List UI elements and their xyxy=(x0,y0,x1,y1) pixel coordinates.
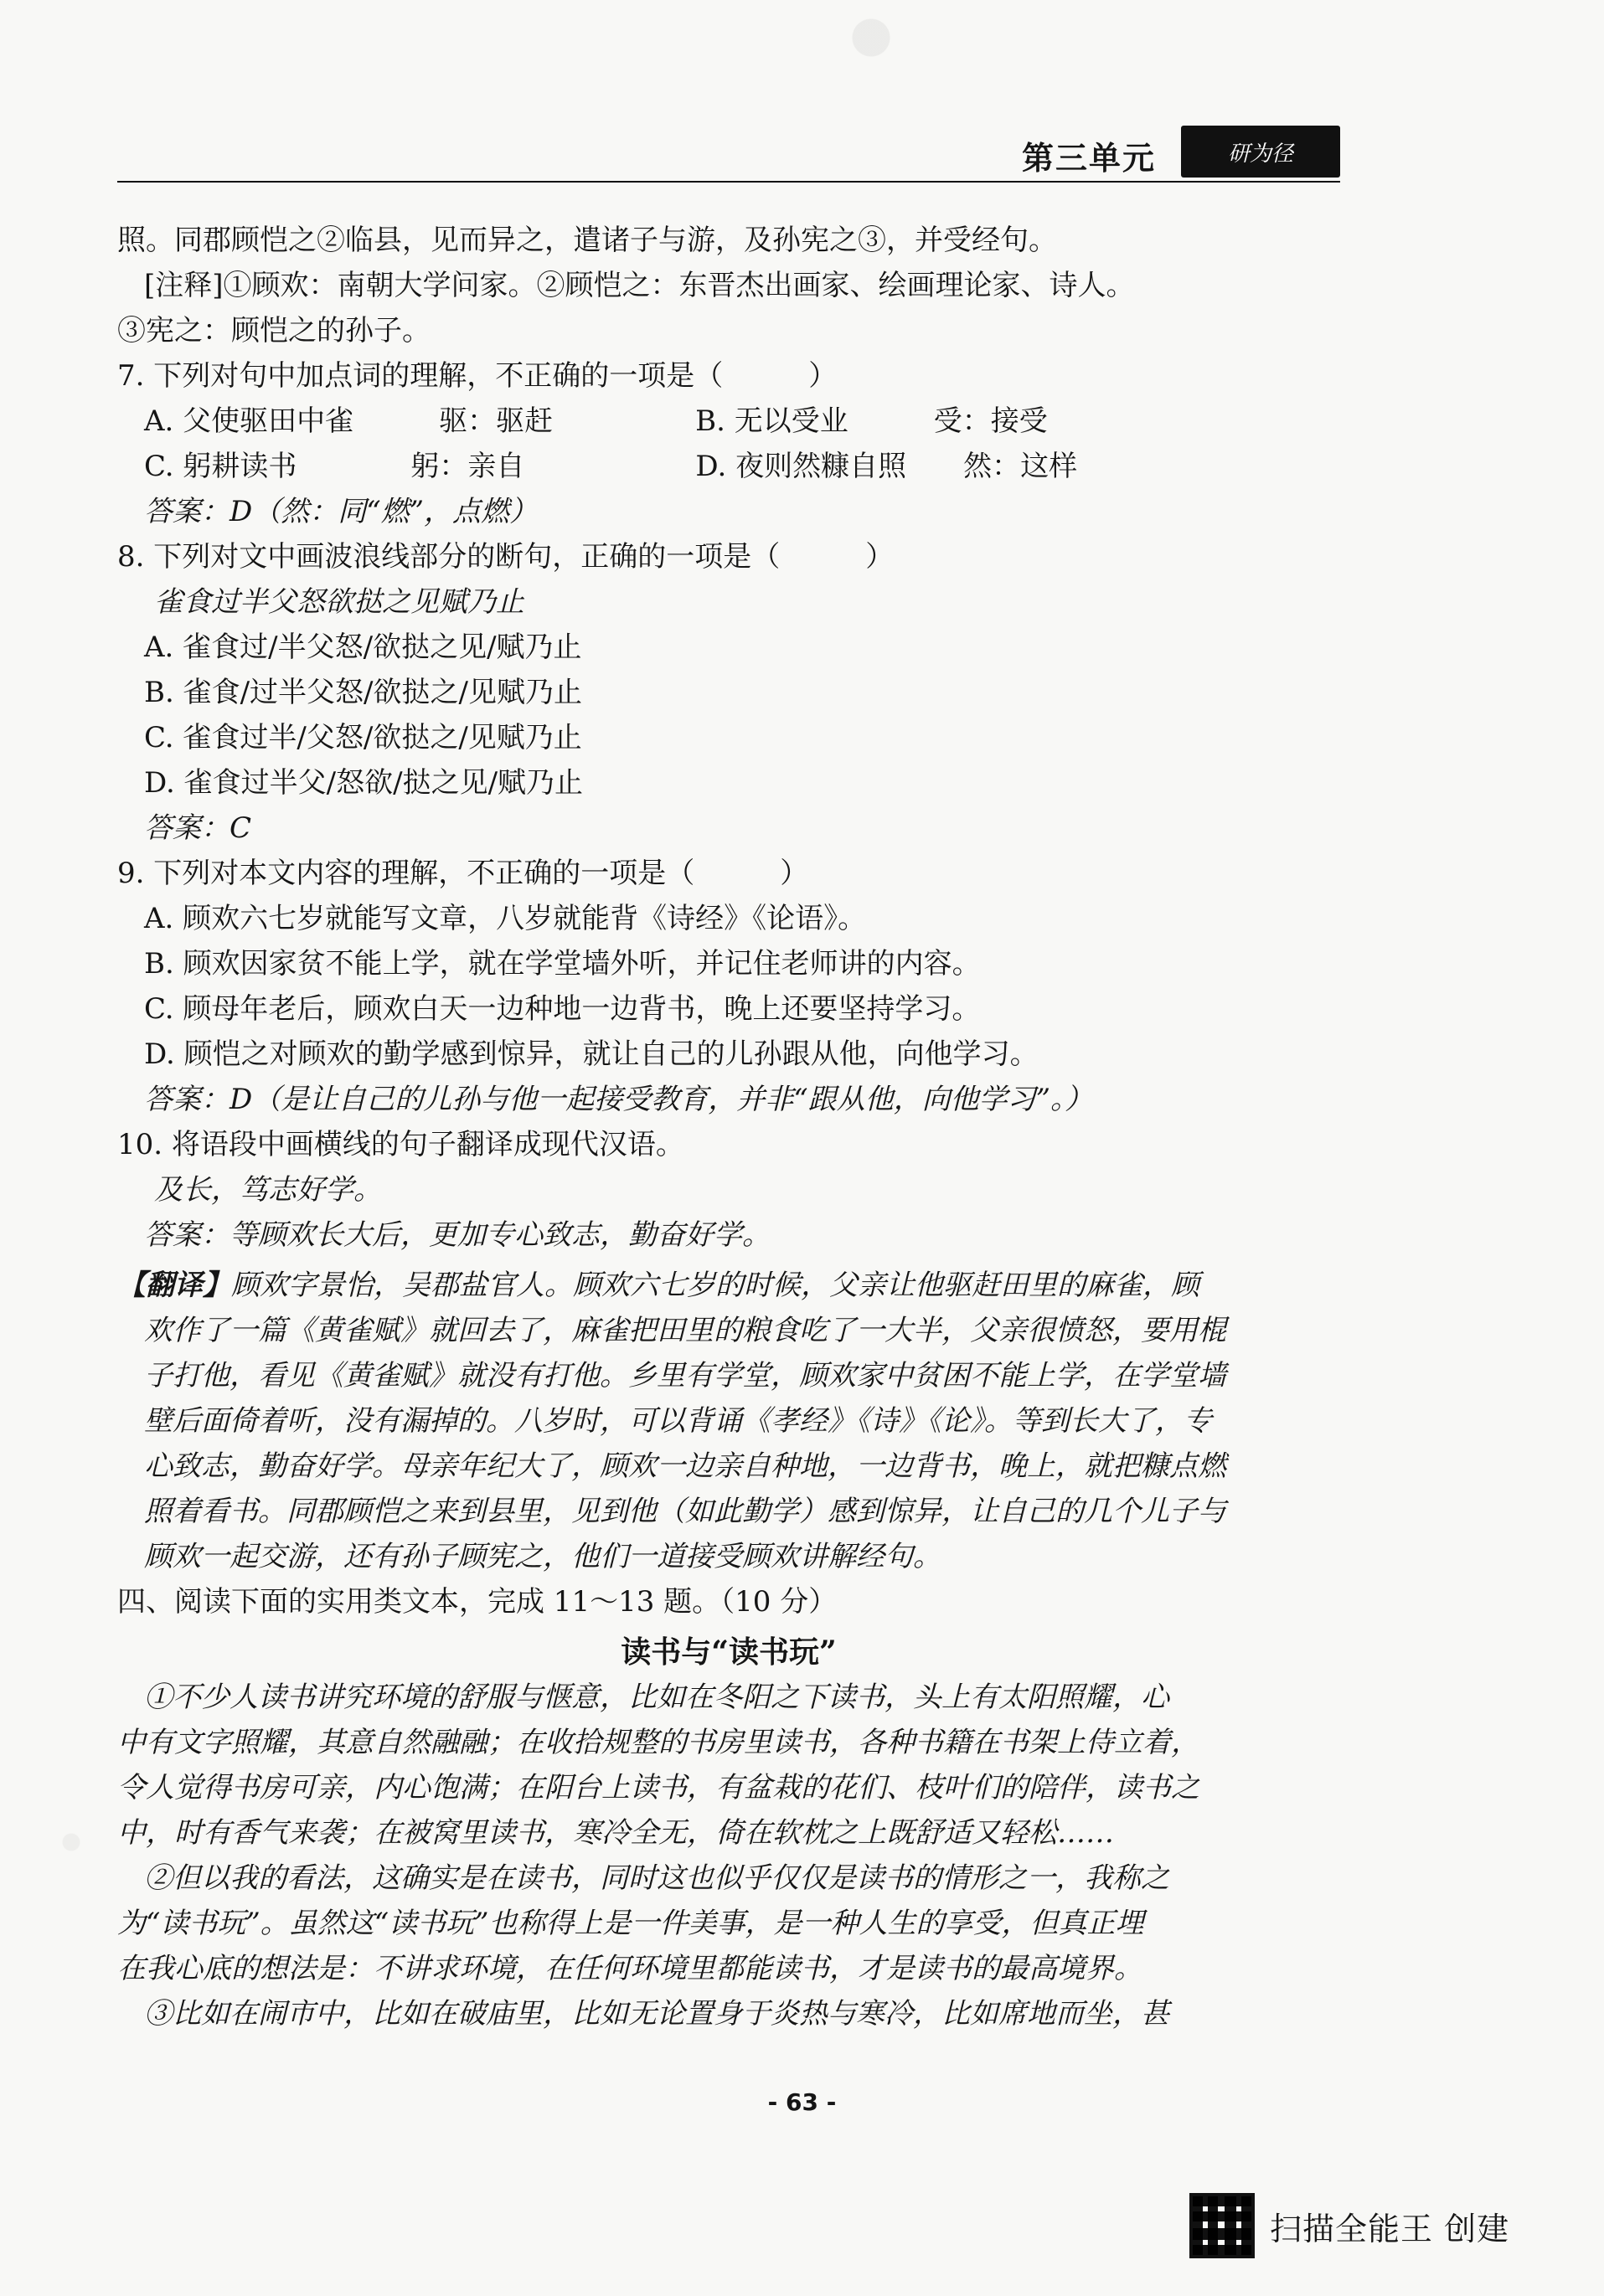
article-line: 在我心底的想法是：不讲求环境，在任何环境里都能读书，才是读书的最高境界。 xyxy=(117,1952,1142,1985)
document-body xyxy=(117,218,1340,2036)
article-line: 令人觉得书房可亲，内心饱满；在阳台上读书，有盆栽的花们、枝叶们的陪伴，读书之 xyxy=(117,1771,1199,1804)
answer-8: 答案：C xyxy=(144,811,252,845)
translation-line: 心致志，勤奋好学。母亲年纪大了，顾欢一边亲自种地，一边背书，晚上，就把糠点燃 xyxy=(144,1449,1226,1483)
text-line: 照。同郡顾恺之②临县，见而异之，遣诸子与游，及孙宪之③，并受经句。 xyxy=(117,224,1057,257)
question-9-option-c: C. 顾母年老后，顾欢白天一边种地一边背书，晚上还要坚持学习。 xyxy=(144,992,981,1026)
brand-badge: 研为径 xyxy=(1181,126,1340,178)
translation-line: 照着看书。同郡顾恺之来到县里，见到他（如此勤学）感到惊异，让自己的几个儿子与 xyxy=(144,1495,1226,1528)
answer-10: 答案：等顾欢长大后，更加专心致志，勤奋好学。 xyxy=(144,1218,771,1252)
article-line: 为“读书玩”。虽然这“读书玩”也称得上是一件美事，是一种人生的享受，但真正埋 xyxy=(117,1907,1144,1940)
scanner-label: 扫描全能王 创建 xyxy=(1270,2210,1510,2247)
answer-9: 答案：D（是让自己的儿孙与他一起接受教育，并非“跟从他，向他学习”。） xyxy=(144,1083,1094,1116)
answer-7: 答案：D（然：同“燃”，点燃） xyxy=(144,495,539,528)
article-line: ②但以我的看法，这确实是在读书，同时这也似乎仅仅是读书的情形之一，我称之 xyxy=(144,1861,1169,1895)
page-number: - 63 - xyxy=(767,2088,837,2116)
question-9-option-d: D. 顾恺之对顾欢的勤学感到惊异，就让自己的儿孙跟从他，向他学习。 xyxy=(144,1037,1039,1071)
header-divider xyxy=(117,181,1340,183)
note-line: [注释]①顾欢：南朝大学问家。②顾恺之：东晋杰出画家、绘画理论家、诗人。 xyxy=(144,269,1135,302)
question-9: 9. 下列对本文内容的理解，不正确的一项是（ ） xyxy=(117,857,809,890)
translation-block xyxy=(117,1263,1340,1579)
question-10: 10. 将语段中画横线的句子翻译成现代汉语。 xyxy=(117,1128,684,1161)
article-line: 中有文字照耀，其意自然融融；在收拾规整的书房里读书，各种书籍在书架上侍立着， xyxy=(117,1726,1199,1759)
question-7-options-ab: A. 父使驱田中雀 驱：驱赶 B. 无以受业 受：接受 xyxy=(144,404,1048,438)
article-line: ③比如在闹市中，比如在破庙里，比如无论置身于炎热与寒冷，比如席地而坐，甚 xyxy=(144,1997,1169,2031)
question-9-option-a: A. 顾欢六七岁就能写文章，八岁就能背《诗经》《论语》。 xyxy=(144,902,867,935)
question-8: 8. 下列对文中画波浪线部分的断句，正确的一项是（ ） xyxy=(117,540,895,574)
translation-label: 【翻译】 xyxy=(117,1269,231,1302)
question-8-option-d: D. 雀食过半父/怒欲/挞之见/赋乃止 xyxy=(144,766,584,800)
article-title: 读书与“读书玩” xyxy=(621,1634,837,1670)
question-10-sentence: 及长，笃志好学。 xyxy=(154,1173,382,1207)
translation-line: 子打他，看见《黄雀赋》就没有打他。乡里有学堂，顾欢家中贫困不能上学，在学堂墙 xyxy=(144,1359,1226,1393)
question-9-option-b: B. 顾欢因家贫不能上学，就在学堂墙外听，并记住老师讲的内容。 xyxy=(144,947,981,981)
page-header xyxy=(117,126,1340,184)
article-line: ①不少人读书讲究环境的舒服与惬意，比如在冬阳之下读书，头上有太阳照耀，心 xyxy=(144,1681,1169,1714)
question-8-phrase: 雀食过半父怒欲挞之见赋乃止 xyxy=(154,585,524,619)
article-line: 中，时有香气来袭；在被窝里读书，寒冷全无，倚在软枕之上既舒适又轻松…… xyxy=(117,1816,1114,1850)
qr-code-icon xyxy=(1189,2193,1255,2258)
question-7: 7. 下列对句中加点词的理解，不正确的一项是（ ） xyxy=(117,359,838,393)
section-4-heading: 四、阅读下面的实用类文本，完成 11～13 题。（10 分） xyxy=(117,1585,838,1619)
question-8-option-b: B. 雀食/过半父怒/欲挞之/见赋乃止 xyxy=(144,676,582,709)
question-8-option-a: A. 雀食过/半父怒/欲挞之见/赋乃止 xyxy=(144,631,582,664)
scanner-watermark xyxy=(1189,2192,1509,2259)
question-8-option-c: C. 雀食过半/父怒/欲挞之/见赋乃止 xyxy=(144,721,582,754)
translation-line: 顾欢字景怡，吴郡盐官人。顾欢六七岁的时候，父亲让他驱赶田里的麻雀，顾 xyxy=(231,1269,1199,1302)
note-line: ③宪之：顾恺之的孙子。 xyxy=(117,314,431,347)
translation-line: 欢作了一篇《黄雀赋》就回去了，麻雀把田里的粮食吃了一大半，父亲很愤怒，要用棍 xyxy=(144,1314,1226,1347)
question-7-options-cd: C. 躬耕读书 躬：亲自 D. 夜则然糠自照 然：这样 xyxy=(144,450,1078,483)
unit-title: 第三单元 xyxy=(1021,140,1156,177)
translation-line: 壁后面倚着听，没有漏掉的。八岁时，可以背诵《孝经》《诗》《论》。等到长大了，专 xyxy=(144,1404,1212,1438)
translation-line: 顾欢一起交游，还有孙子顾宪之，他们一道接受顾欢讲解经句。 xyxy=(144,1540,941,1573)
